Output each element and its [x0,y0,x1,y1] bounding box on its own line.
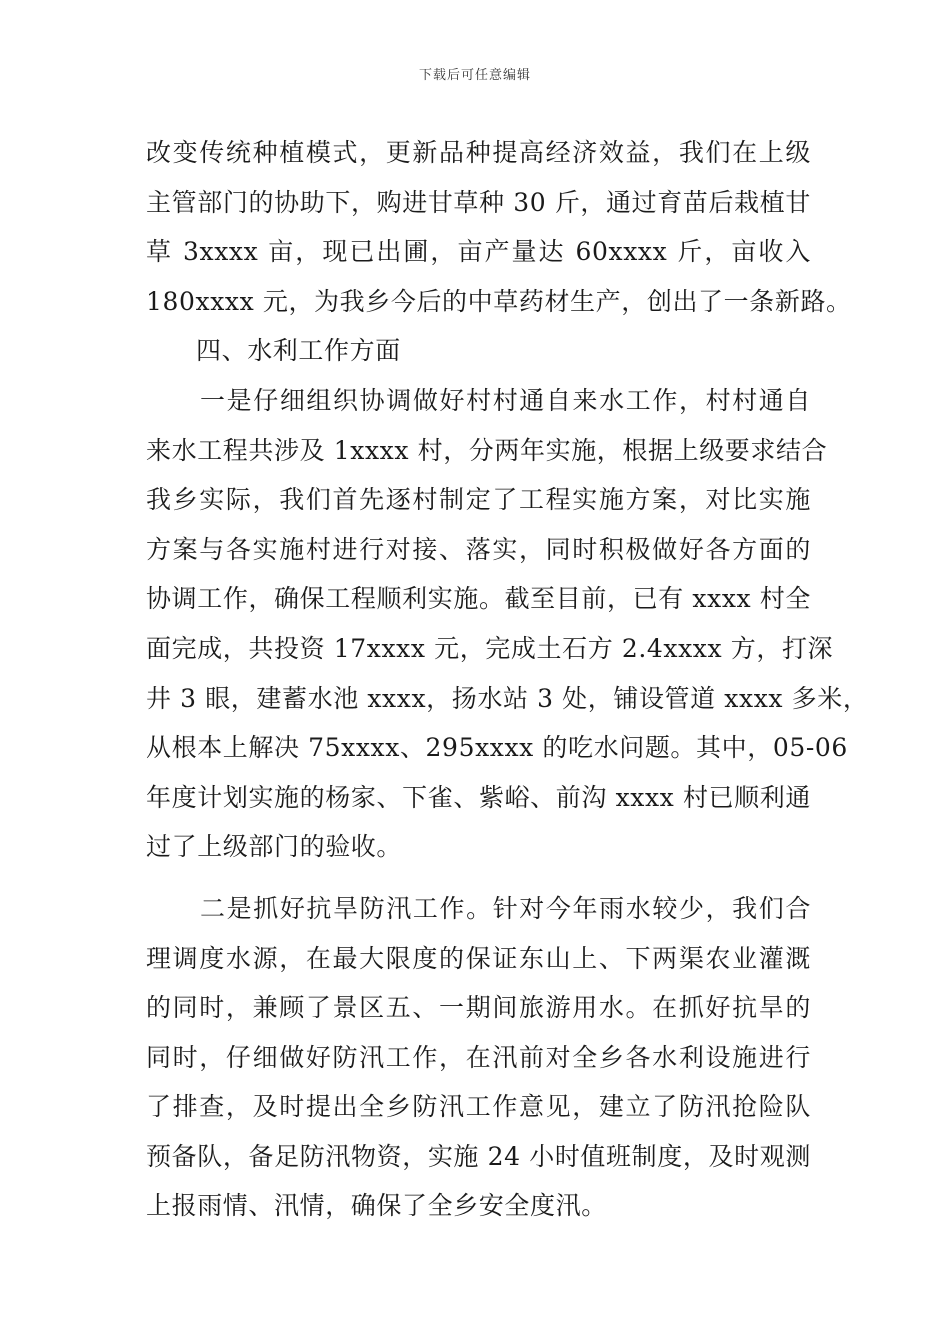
text-line: 从根本上解决 75xxxx、295xxxx 的吃水问题。其中，05-06 [146,733,848,763]
text-line: 来水工程共涉及 1xxxx 村，分两年实施，根据上级要求结合 [146,435,828,465]
text-line: 改变传统种植模式，更新品种提高经济效益，我们在上级 [146,138,811,167]
text-line: 上报雨情、汛情，确保了全乡安全度汛。 [146,1191,607,1221]
header-note: 下载后可任意编辑 [418,68,531,83]
text-line: 草 3xxxx 亩，现已出圃，亩产量达 60xxxx 斤，亩收入 [146,237,811,267]
text-line: 的同时，兼顾了景区五、一期间旅游用水。在抓好抗旱的 [146,993,811,1023]
text-line: 我乡实际，我们首先逐村制定了工程实施方案，对比实施 [146,485,811,515]
paragraph-gap [146,872,811,884]
text-line: 方案与各实施村进行对接、落实，同时积极做好各方面的 [146,534,811,564]
paragraph-drought-flood [146,884,811,1231]
text-line: 了排查，及时提出全乡防汛工作意见，建立了防汛抢险队 [146,1092,811,1122]
paragraph-water-supply [146,376,869,872]
document-body [146,128,869,1231]
text-line: 协调工作，确保工程顺利实施。截至目前，已有 xxxx 村全 [146,584,811,614]
text-line: 预备队，备足防汛物资，实施 24 小时值班制度，及时观测 [146,1141,811,1171]
text-line: 年度计划实施的杨家、下雀、紫峪、前沟 xxxx 村已顺利通 [146,782,811,812]
text-line: 二是抓好抗旱防汛工作。针对今年雨水较少，我们合 [200,893,811,923]
text-line: 一是仔细组织协调做好村村通自来水工作，村村通自 [200,385,811,415]
text-line: 180xxxx 元，为我乡今后的中草药材生产，创出了一条新路。 [146,286,852,316]
section-heading: 四、水利工作方面 [196,336,401,366]
text-line: 过了上级部门的验收。 [146,832,403,862]
paragraph-crops [146,128,852,326]
text-line: 同时，仔细做好防汛工作，在汛前对全乡各水利设施进行 [146,1042,811,1072]
text-line: 面完成，共投资 17xxxx 元，完成土石方 2.4xxxx 方，打深 [146,633,834,663]
text-line: 井 3 眼，建蓄水池 xxxx，扬水站 3 处，铺设管道 xxxx 多米， [146,683,869,713]
text-line: 理调度水源，在最大限度的保证东山上、下两渠农业灌溉 [146,943,811,973]
text-line: 主管部门的协助下，购进甘草种 30 斤，通过育苗后栽植甘 [146,187,811,217]
